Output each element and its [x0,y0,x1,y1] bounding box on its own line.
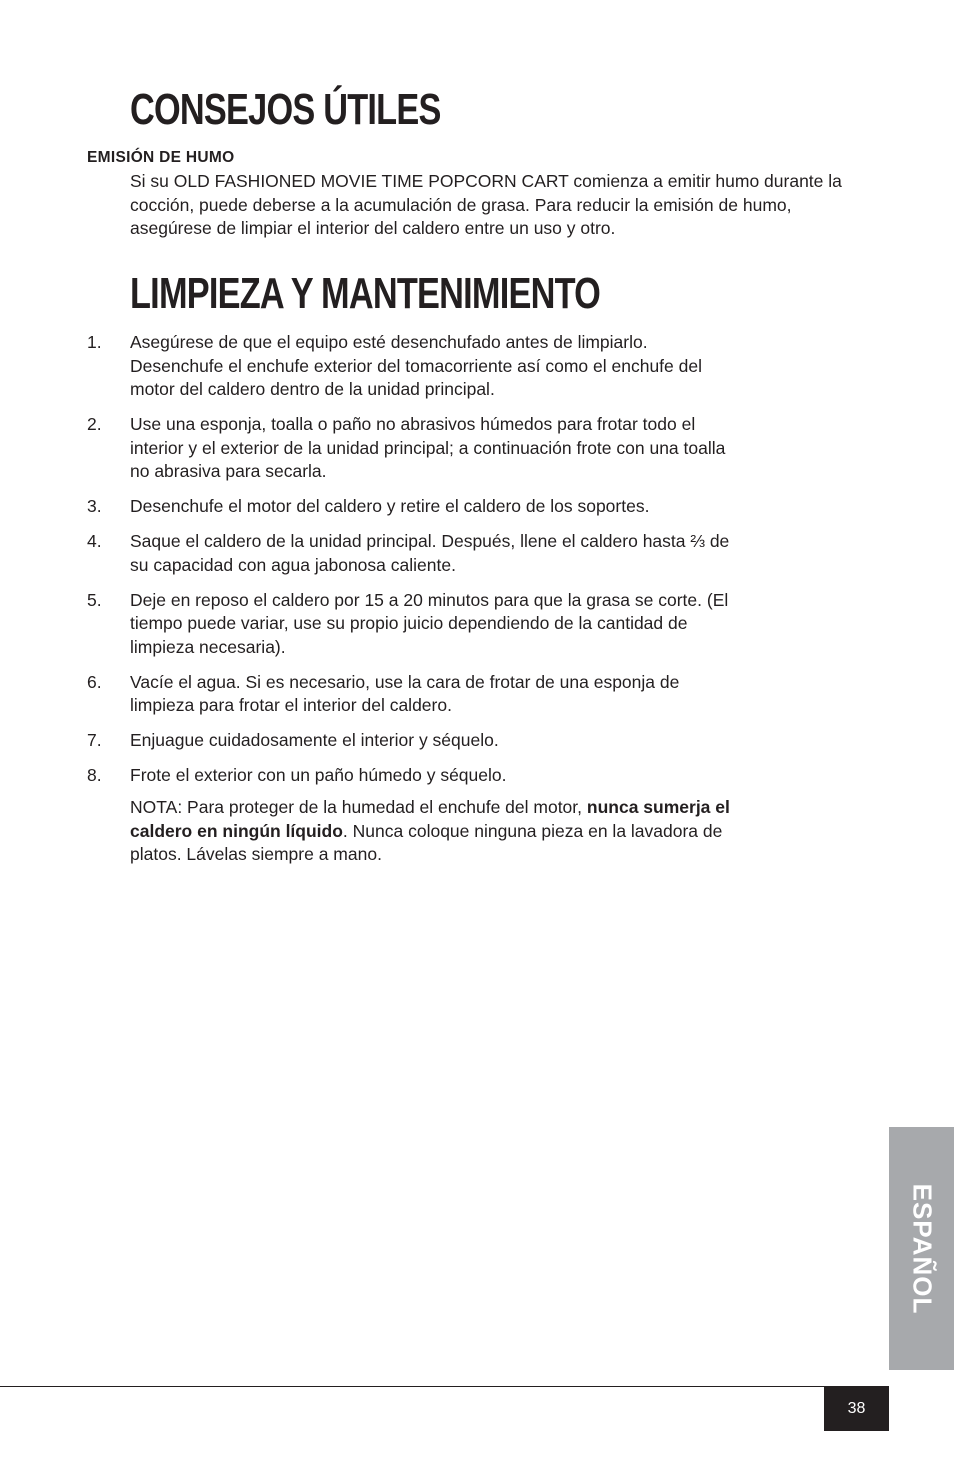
page-number: 38 [824,1387,889,1431]
step-number: 2. [87,414,102,434]
note-paragraph [130,796,730,867]
step-text: Enjuague cuidadosamente el interior y séquelo. [130,730,499,750]
step-number: 8. [87,765,102,785]
section-title-consejos: CONSEJOS ÚTILES [130,85,441,134]
list-item [0,589,740,660]
subheading-emision-de-humo: EMISIÓN DE HUMO [87,149,235,166]
footer-divider [0,1386,889,1387]
step-text: Desenchufe el motor del caldero y retire el caldero de los soportes. [130,496,650,516]
list-item [0,764,740,788]
list-item [0,413,740,484]
note-warning-bold: nunca sumerja el caldero en ningún líquido [130,797,730,841]
list-item [0,729,740,753]
step-number: 1. [87,332,102,352]
step-number: 3. [87,496,102,516]
language-tab [889,1127,954,1370]
cleaning-steps-list [0,331,740,799]
step-text: Frote el exterior con un paño húmedo y séquelo. [130,765,507,785]
list-item [0,331,740,402]
step-number: 5. [87,589,102,610]
step-text: Saque el caldero de la unidad principal. Después, llene el caldero hasta ⅔ de su capacidad con agua jabonosa caliente. [130,531,730,575]
step-number: 6. [87,671,102,692]
list-item [0,671,740,718]
language-tab-label: ESPAÑOL [907,1183,937,1314]
note-prefix: NOTA: Para proteger de la humedad el enchufe del motor, [130,797,587,817]
step-text: Use una esponja, toalla o paño no abrasivos húmedos para frotar todo el interior y el exterior de la unidad principal; a continuación frote con una toalla no abrasiva para secarla. [130,414,726,481]
step-text: Asegúrese de que el equipo esté desenchufado antes de limpiarlo. Desenchufe el enchufe exterior del tomacorriente así como el enchufe del motor del caldero dentro de la unidad principal. [130,332,702,399]
step-number: 4. [87,531,102,551]
step-text: Deje en reposo el caldero por 15 a 20 minutos para que la grasa se corte. (El tiempo puede variar, use su propio juicio dependiendo de la cantidad de limpieza necesaria). [130,589,729,657]
list-item [0,495,740,519]
smoke-paragraph: Si su OLD FASHIONED MOVIE TIME POPCORN CART comienza a emitir humo durante la cocción, puede deberse a la acumulación de grasa. Para reducir la emisión de humo, asegúrese de limpiar el interior del caldero entre un uso y otro. [130,171,842,238]
step-text: Vacíe el agua. Si es necesario, use la cara de frotar de una esponja de limpieza para frotar el interior del caldero. [130,671,680,715]
list-item [0,530,740,577]
section-title-limpieza: LIMPIEZA Y MANTENIMIENTO [130,269,601,318]
step-number: 7. [87,730,102,750]
note-suffix: . Nunca coloque ninguna pieza en la lavadora de platos. Lávelas siempre a mano. [130,820,723,864]
